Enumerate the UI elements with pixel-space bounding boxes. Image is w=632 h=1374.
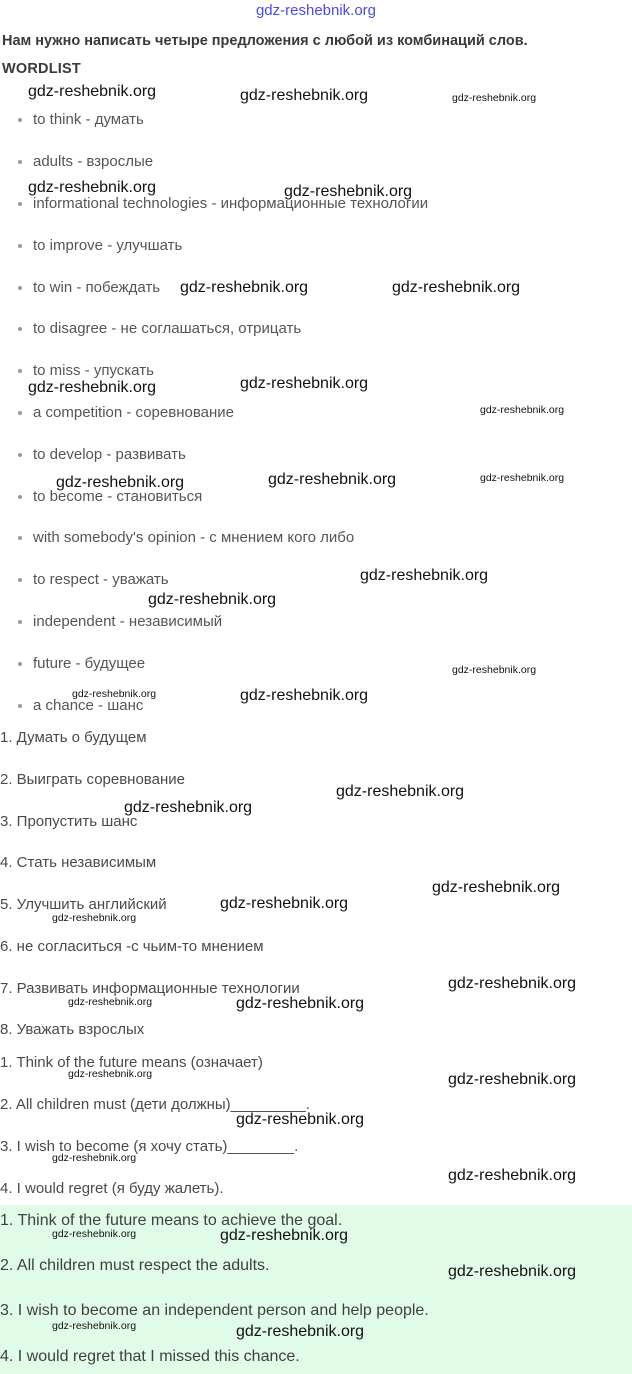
bullet-icon — [18, 202, 22, 206]
bullet-icon — [18, 411, 22, 415]
watermark-text: gdz-reshebnik.org — [52, 1228, 137, 1240]
phrase-item: 7. Развивать информационные технологии — [0, 980, 300, 997]
wordlist-item-text: adults - взрослые — [33, 153, 154, 170]
watermark-text: gdz-reshebnik.org — [72, 688, 157, 700]
task-intro: Нам нужно написать четыре предложения с любой из комбинаций слов. — [2, 33, 528, 49]
wordlist-heading: WORDLIST — [2, 61, 81, 77]
bullet-icon — [18, 327, 22, 331]
wordlist-item-text: to develop - развивать — [33, 446, 186, 463]
wordlist-item-text: a chance - шанс — [33, 697, 144, 714]
watermark-text: gdz-reshebnik.org — [220, 895, 349, 912]
phrase-item: 8. Уважать взрослых — [0, 1021, 145, 1038]
watermark-text: gdz-reshebnik.org — [240, 375, 369, 392]
bullet-icon — [18, 118, 22, 122]
wordlist-item-text: informational technologies - информационные технологии — [33, 195, 429, 212]
wordlist-item-text: independent - независимый — [33, 613, 223, 630]
answer-item: 1. Think of the future means to achieve the goal. — [0, 1212, 343, 1229]
wordlist-item — [33, 320, 301, 337]
phrase-item: 5. Улучшить английский — [0, 896, 167, 913]
wordlist-item-text: future - будущее — [33, 655, 146, 672]
watermark-text: gdz-reshebnik.org — [236, 1111, 365, 1128]
watermark-text: gdz-reshebnik.org — [28, 179, 157, 196]
wordlist-item-text: to disagree - не соглашаться, отрицать — [33, 320, 302, 337]
watermark-text: gdz-reshebnik.org — [480, 404, 565, 416]
task-item: 1. Think of the future means (означает) — [0, 1054, 263, 1071]
watermark-text: gdz-reshebnik.org — [148, 591, 277, 608]
watermark-text: gdz-reshebnik.org — [68, 1068, 153, 1080]
wordlist-item — [33, 529, 354, 546]
phrase-item: 6. не согласиться -с чьим-то мнением — [0, 938, 264, 955]
watermark-text: gdz-reshebnik.org — [448, 1263, 577, 1280]
wordlist-item — [33, 655, 145, 672]
bullet-icon — [18, 495, 22, 499]
bullet-icon — [18, 704, 22, 708]
watermark-text: gdz-reshebnik.org — [268, 471, 397, 488]
bullet-icon — [18, 536, 22, 540]
watermark-text: gdz-reshebnik.org — [452, 664, 537, 676]
watermark-text: gdz-reshebnik.org — [56, 474, 185, 491]
wordlist-item — [33, 404, 234, 421]
watermark-text: gdz-reshebnik.org — [236, 995, 365, 1012]
task-item: 4. I would regret (я буду жалеть). — [0, 1180, 224, 1197]
task-item: 3. I wish to become (я хочу стать)________. — [0, 1138, 299, 1155]
wordlist-item-text: to become - становиться — [33, 488, 203, 505]
bullet-icon — [18, 620, 22, 624]
bullet-icon — [18, 662, 22, 666]
watermark-text: gdz-reshebnik.org — [180, 279, 309, 296]
phrase-item: 2. Выиграть соревнование — [0, 771, 185, 788]
watermark-text: gdz-reshebnik.org — [360, 567, 489, 584]
phrase-item: 4. Стать независимым — [0, 854, 157, 871]
wordlist-item — [33, 237, 182, 254]
watermark-text: gdz-reshebnik.org — [284, 183, 413, 200]
wordlist-item — [33, 279, 160, 296]
watermark-text: gdz-reshebnik.org — [124, 799, 253, 816]
bullet-icon — [18, 578, 22, 582]
bullet-icon — [18, 286, 22, 290]
watermark-text: gdz-reshebnik.org — [236, 1323, 365, 1340]
watermark-text: gdz-reshebnik.org — [448, 975, 577, 992]
watermark-text: gdz-reshebnik.org — [52, 1320, 137, 1332]
answer-item: 4. I would regret that I missed this chance. — [0, 1348, 300, 1365]
phrase-item: 1. Думать о будущем — [0, 729, 147, 746]
watermark-text: gdz-reshebnik.org — [240, 687, 369, 704]
wordlist-item-text: to improve - улучшать — [33, 237, 183, 254]
wordlist-item — [33, 571, 169, 588]
watermark-text: gdz-reshebnik.org — [28, 83, 157, 100]
watermark-text: gdz-reshebnik.org — [52, 912, 137, 924]
watermark-text: gdz-reshebnik.org — [52, 1152, 137, 1164]
watermark-text: gdz-reshebnik.org — [68, 996, 153, 1008]
watermark-text: gdz-reshebnik.org — [448, 1071, 577, 1088]
watermark-text: gdz-reshebnik.org — [452, 92, 537, 104]
task-item: 2. All children must (дети должны)_________. — [0, 1096, 310, 1113]
bullet-icon — [18, 453, 22, 457]
bullet-icon — [18, 244, 22, 248]
wordlist-item — [33, 111, 144, 128]
wordlist-item — [33, 362, 154, 379]
wordlist-item-text: a competition - соревнование — [33, 404, 234, 421]
watermark-text: gdz-reshebnik.org — [448, 1167, 577, 1184]
watermark-text: gdz-reshebnik.org — [220, 1227, 349, 1244]
watermark-text: gdz-reshebnik.org — [240, 87, 369, 104]
bullet-icon — [18, 369, 22, 373]
watermark-text: gdz-reshebnik.org — [28, 379, 157, 396]
answer-item: 2. All children must respect the adults. — [0, 1257, 270, 1274]
wordlist-item — [33, 153, 153, 170]
wordlist-item-text: to miss - упускать — [33, 362, 154, 379]
wordlist-item-text: to think - думать — [33, 111, 144, 128]
watermark-text: gdz-reshebnik.org — [480, 472, 565, 484]
site-header-link[interactable]: gdz-reshebnik.org — [255, 2, 377, 19]
phrase-item: 3. Пропустить шанс — [0, 813, 138, 830]
wordlist-item-text: with somebody's opinion - с мнением кого либо — [33, 529, 355, 546]
wordlist-item — [33, 613, 222, 630]
watermark-text: gdz-reshebnik.org — [336, 783, 465, 800]
wordlist-item-text: to win - побеждать — [33, 279, 161, 296]
wordlist-item-text: to respect - уважать — [33, 571, 169, 588]
bullet-icon — [18, 160, 22, 164]
answer-item: 3. I wish to become an independent person and help people. — [0, 1302, 429, 1319]
watermark-text: gdz-reshebnik.org — [432, 879, 561, 896]
wordlist-item — [33, 446, 186, 463]
watermark-text: gdz-reshebnik.org — [392, 279, 521, 296]
